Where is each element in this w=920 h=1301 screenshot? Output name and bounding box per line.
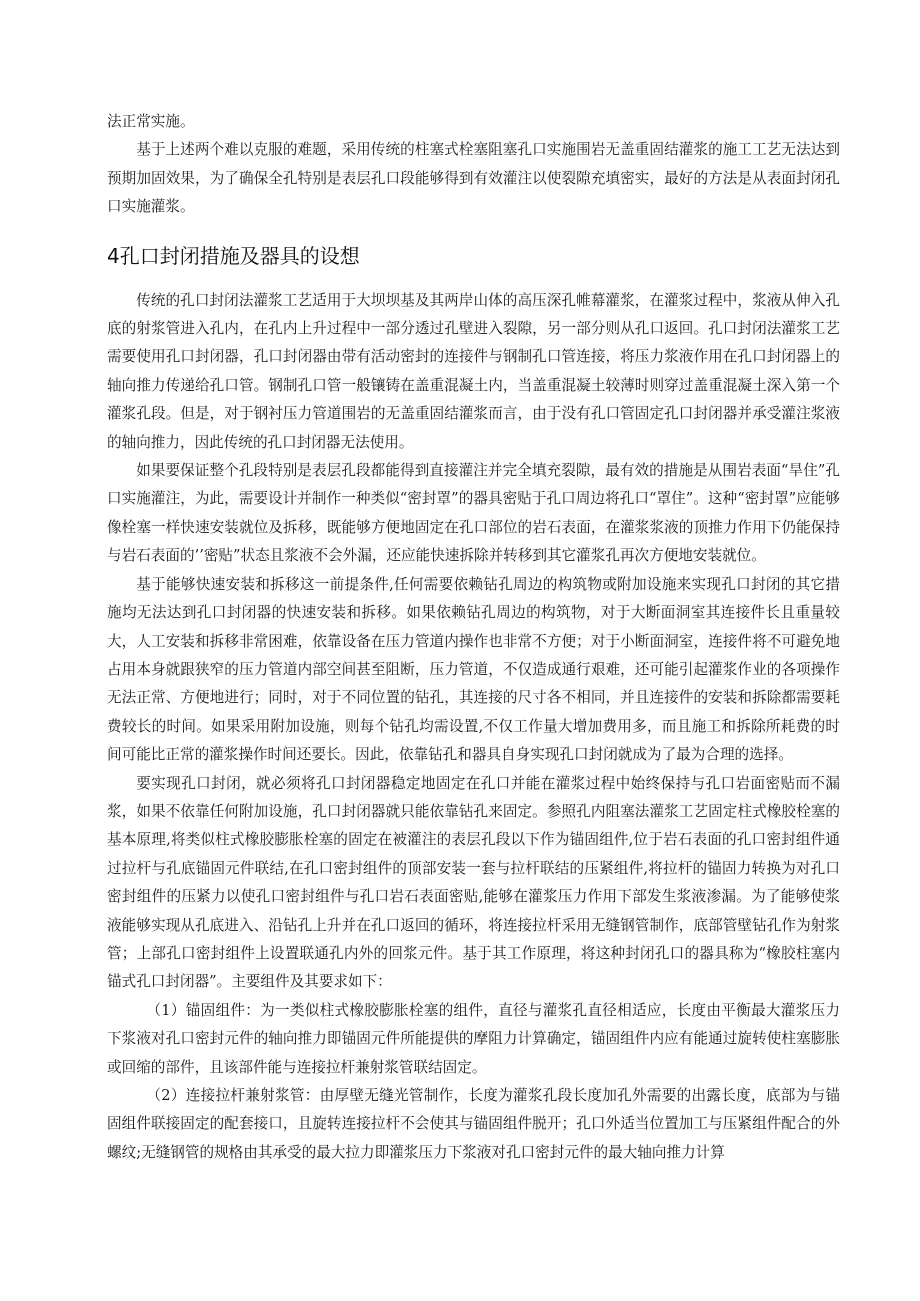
paragraph-quick-install: 基于能够快速安装和拆移这一前提条件,任何需要依赖钻孔周边的构筑物或附加设施来实现孔口封闭的其它措施均无法达到孔口封闭器的快速安装和拆移。如果依赖钻孔周边的构筑物，对于大断面洞室其连接件长且重量较大，人工安装和拆移非常困难，依靠设备在压力管道内操作也非常不方便；对于小断面洞室，连接件将不可避免地占用本身就跟狭窄的压力管道内部空间甚至阻断，压力管道，不仅造成通行艰难，还可能引起灌浆作业的各项操作无法正常、方便地进行；同时，对于不同位置的钻孔，其连接的尺寸各不相同，并且连接件的安装和拆除都需要耗费较长的时间。如果采用附加设施，则每个钻孔均需设置,不仅工作量大增加费用多，而且施工和拆除所耗费的时间可能比正常的灌浆操作时间还要长。因此，依靠钻孔和器具自身实现孔口封闭就成为了最为合理的选择。 [107,575,840,764]
list-item-tie-rod: （2）连接拉杆兼射浆管：由厚壁无缝光管制作，长度为灌浆孔段长度加孔外需要的出露长度，底部为与锚固组件联接固定的配套接口，且旋转连接拉杆不会使其与锚固组件脱开；孔口外适当位置加工与压紧组件配合的外螺纹;无缝钢管的规格由其承受的最大拉力即灌浆压力下浆液对孔口密封元件的最大轴向推力计算 [107,1087,840,1161]
document-body [107,108,840,1167]
list-item-anchor-component: （1）锚固组件：为一类似柱式橡胶膨胀栓塞的组件，直径与灌浆孔直径相适应，长度由平衡最大灌浆压力下浆液对孔口密封元件的轴向推力即锚固元件所能提供的摩阻力计算确定，锚固组件内应有能通过旋转使柱塞膨胀或回缩的部件，且该部件能与连接拉杆兼射浆管联结固定。 [107,1001,840,1076]
paragraph-sealing-cover: 如果要保证整个孔段特别是表层孔段都能得到直接灌注并完全填充裂隙，最有效的措施是从围岩表面“旱住”孔口实施灌注，为此，需要设计并制作一种类似“密封罩”的器具密贴于孔口周边将孔口“罩住”。这种“密封罩”应能够像栓塞一样快速安装就位及拆移，既能够方便地固定在孔口部位的岩石表面，在灌浆浆液的顶推力作用下仍能保持与岩石表面的’’密贴”状态且浆液不会外漏，还应能快速拆除并转移到其它灌浆孔再次方便地安装就位。 [107,462,840,565]
paragraph-sealing-principle: 要实现孔口封闭，就必须将孔口封闭器稳定地固定在孔口并能在灌浆过程中始终保持与孔口岩面密贴而不漏浆，如果不依靠任何附加设施，孔口封闭器就只能依靠钻孔来固定。参照孔内阻塞法灌浆工艺固定柱式橡胶栓塞的基本原理,将类似柱式橡胶膨胀栓塞的固定在被灌注的表层孔段以下作为锚固组件,位于岩石表面的孔口密封组件通过拉杆与孔底锚固元件联结,在孔口密封组件的顶部安装一套与拉杆联结的压紧组件,将拉杆的锚固力转换为对孔口密封组件的压紧力以使孔口密封组件与孔口岩石表面密贴,能够在灌浆压力作用下部发生浆液渗漏。为了能够使浆液能够实现从孔底进入、沿钻孔上升并在孔口返回的循环，将连接拉杆采用无缝钢管制作，底部管壁钻孔作为射浆管；上部孔口密封组件上设置联通孔内外的回浆元件。基于其工作原理，将这种封闭孔口的器具称为“橡胶柱塞内锚式孔口封闭器”。主要组件及其要求如下： [107,774,840,991]
paragraph-traditional-method: 传统的孔口封闭法灌浆工艺适用于大坝坝基及其两岸山体的高压深孔帷幕灌浆，在灌浆过程中，浆液从伸入孔底的射浆管进入孔内，在孔内上升过程中一部分透过孔壁进入裂隙，另一部分则从孔口返回。孔口封闭法灌浆工艺需要使用孔口封闭器，孔口封闭器由带有活动密封的连接件与钢制孔口管连接，将压力浆液作用在孔口封闭器上的轴向推力传递给孔口管。钢制孔口管一般镶铸在盖重混凝土内，当盖重混凝土较薄时则穿过盖重混凝土深入第一个灌浆孔段。但是，对于钢衬压力管道围岩的无盖重固结灌浆而言，由于没有孔口管固定孔口封闭器并承受灌注浆液的轴向推力，因此传统的孔口封闭器无法使用。 [107,291,840,451]
paragraph-intro-conclusion: 基于上述两个难以克服的难题，采用传统的柱塞式栓塞阻塞孔口实施围岩无盖重固结灌浆的施工工艺无法达到预期加固效果，为了确保全孔特别是表层孔口段能够得到有效灌注以使裂隙充填密实，最好的方法是从表面封闭孔口实施灌浆。 [107,141,840,216]
paragraph-continuation: 法正常实施。 [107,113,195,130]
section-heading: 4孔口封闭措施及器具的设想 [107,243,360,268]
